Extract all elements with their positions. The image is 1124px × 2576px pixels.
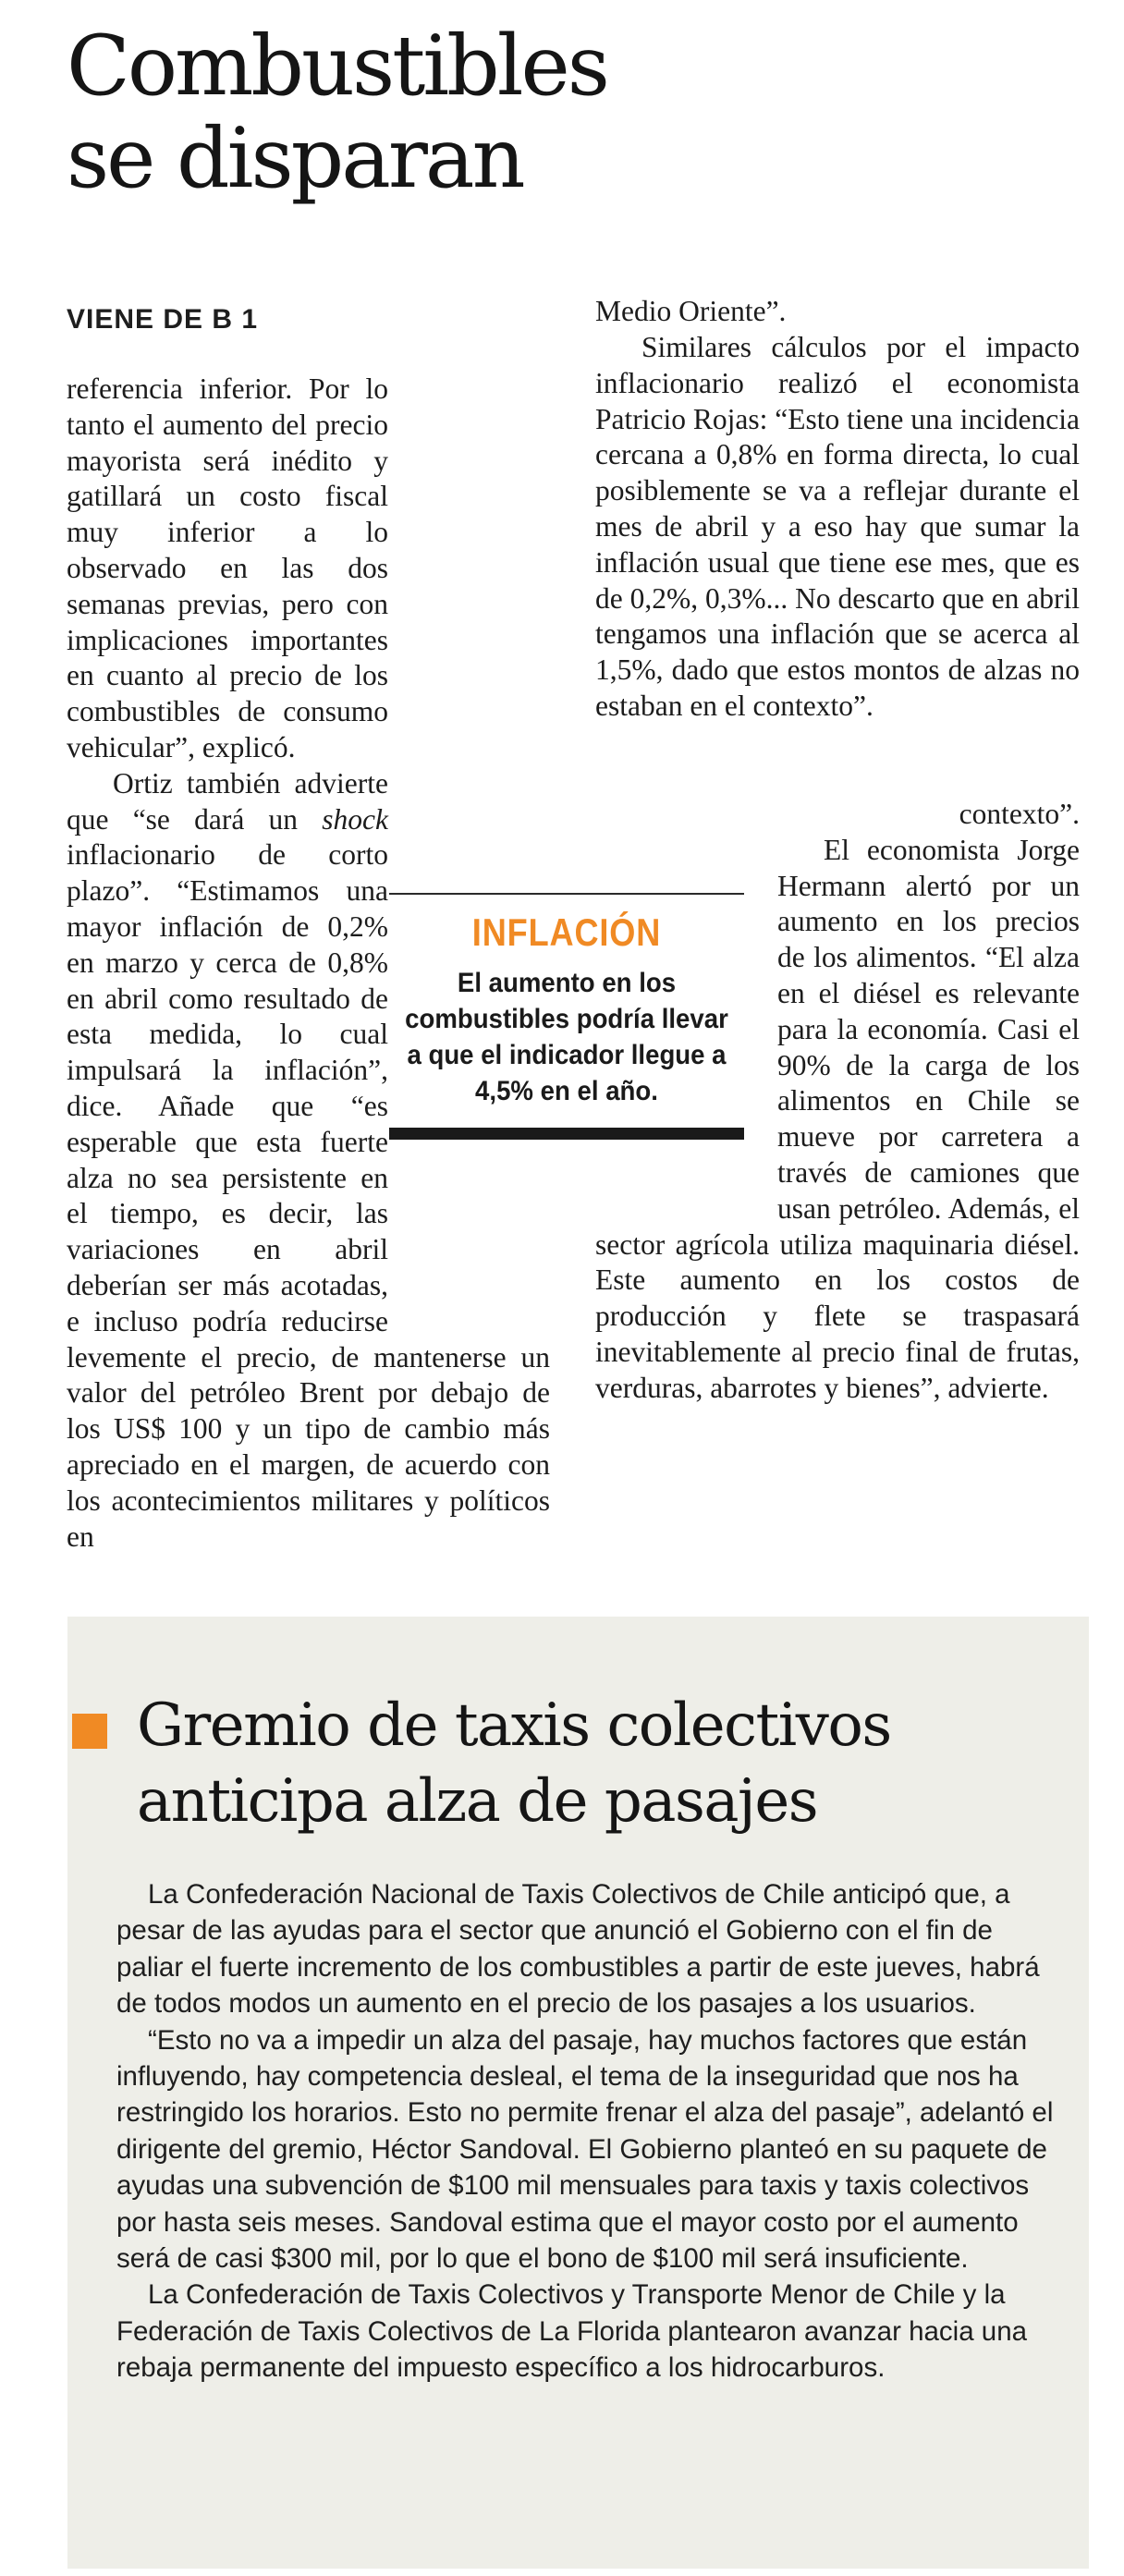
col2-paragraph-1: Similares cálculos por el impacto inflacionario realizó el economista Patricio Rojas: “Esto tiene una incidencia cercana a 0,8% en forma directa, lo cual posiblemente se va a reflejar durante el mes de abril y a eso hay que sumar la inflación usual que tiene ese mes, que es de 0,2%, 0,3%... No descarto que en abril tengamos una inflación que se acerca al 1,5%, dado que estos montos de alzas no estaban en el contexto”. — [595, 331, 1080, 722]
col1-p2-text-end: inflacionario de corto plazo”. “Estimamos una mayor inflación de 0,2% en marzo y cerca de 0,8% en abril como resultado de esta medida, lo cual impulsará la inflación”, dice. Añade que “es esperable que esta fuerte alza no sea persistente en el tiempo, es decir, las variaciones en abril deberían ser más acotadas, e incluso podría reducirse levemente el precio, de mantenerse un valor del petróleo Brent por debajo de los US$ 100 y un tipo de cambio más apreciado en el margen, de acuerdo con los acontecimientos militares y políticos en — [67, 838, 550, 1553]
col2-paragraph-0: Medio Oriente”. — [595, 295, 787, 327]
pullquote-bottom-rule — [389, 1128, 744, 1140]
sidebar-paragraph-2: “Esto no va a impedir un alza del pasaje, hay muchos factores que están influyendo, hay competencia desleal, el tema de la inseguridad que nos ha restringido los horarios. Esto no permite frenar el alza del pasaje”, adelantó el dirigente del gremio, Héctor Sandoval. El Gobierno planteó en su paquete de ayudas una subvención de $100 mil mensuales para taxis y taxis colectivos por hasta seis meses. Sandoval estima que el mayor costo por el aumento será de casi $300 mil, por lo que el bono de $100 mil será insuficiente. — [116, 2024, 1054, 2275]
headline-line-2: se disparan — [67, 110, 523, 207]
sidebar-paragraph-3: La Confederación de Taxis Colectivos y Transporte Menor de Chile y la Federación de Taxis Colectivos de La Florida plantearon avanzar hacia una rebaja permanente del impuesto específico a los hidrocarburos. — [116, 2279, 1028, 2384]
sidebar-paragraph-1: La Confederación Nacional de Taxis Colectivos de Chile anticipó que, a pesar de las ayudas para el sector que anunció el Gobierno con el fin de paliar el fuerte incremento de los combustibles a partir de este jueves, habrá de todos modos un aumento en el precio de los pasajes a los usuarios. — [116, 1879, 1040, 2020]
col1-p2-italic: shock — [322, 802, 388, 836]
headline — [67, 20, 607, 205]
pullquote-kicker: INFLACIÓN — [471, 910, 662, 954]
col1-paragraph-1: referencia inferior. Por lo tanto el aumento del precio mayorista será inédito y gatillará un costo fiscal muy inferior a lo observado en las dos semanas previas, pero con implicaciones importantes en cuanto al precio de los combustibles de consumo vehicular”, explicó. — [67, 372, 388, 763]
sidebar-title-line-2: anticipa alza de pasajes — [137, 1767, 818, 1836]
col1-p2-text-start: Ortiz también advierte que “se dará un — [67, 766, 388, 836]
col2-paragraph-2: El economista Jorge Hermann alertó por un aumento en los precios de los alimentos. “El alza en el diésel es relevante para la economía. Casi el 90% de la carga de los alimentos en Chile se mueve por carretera a través de camiones que usan petróleo. Además, el sector agrícola utiliza maquinaria diésel. Este aumento en los costos de producción y flete se traspasará inevitablemente al precio final de frutas, verduras, abarrotes y bienes”, advierte. — [595, 833, 1080, 1404]
pullquote-text: El aumento en los combustibles podría llevar a que el indicador llegue a 4,5% en el año. — [405, 968, 728, 1106]
pullquote-top-rule — [389, 893, 744, 895]
sidebar-title — [137, 1688, 891, 1839]
pullquote — [389, 893, 744, 1140]
orange-square-icon — [72, 1714, 107, 1749]
continuation-kicker: VIENE DE B 1 — [67, 304, 259, 335]
headline-line-1: Combustibles — [67, 18, 607, 115]
sidebar-body — [116, 1876, 1056, 2387]
col2-paragraph-end: contexto”. — [959, 798, 1080, 830]
sidebar-title-line-1: Gremio de taxis colectivos — [137, 1691, 891, 1760]
